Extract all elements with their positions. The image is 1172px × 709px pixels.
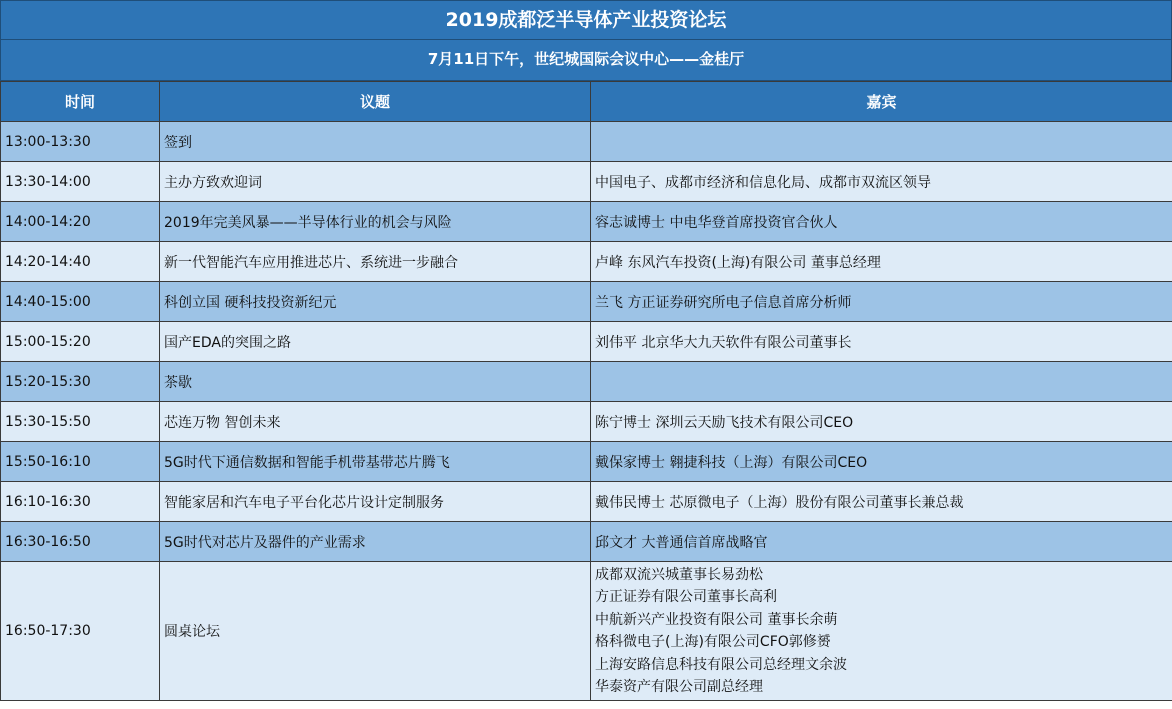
time-cell: 16:50-17:30 xyxy=(1,562,160,701)
topic-cell: 国产EDA的突围之路 xyxy=(160,322,591,362)
guest-cell: 中国电子、成都市经济和信息化局、成都市双流区领导 xyxy=(591,162,1172,202)
time-cell: 14:00-14:20 xyxy=(1,202,160,242)
time-cell: 13:30-14:00 xyxy=(1,162,160,202)
roundtable-guest: 格科微电子(上海)有限公司CFO郭修赟 xyxy=(595,634,831,650)
topic-cell: 智能家居和汽车电子平台化芯片设计定制服务 xyxy=(160,482,591,522)
table-row xyxy=(1,122,1172,162)
guest-cell: 戴保家博士 翱捷科技（上海）有限公司CEO xyxy=(591,442,1172,482)
topic-cell: 科创立国 硬科技投资新纪元 xyxy=(160,282,591,322)
table-row xyxy=(1,322,1172,362)
table-row xyxy=(1,242,1172,282)
table-row xyxy=(1,362,1172,402)
table-row xyxy=(1,522,1172,562)
topic-cell: 5G时代对芯片及器件的产业需求 xyxy=(160,522,591,562)
guest-cell: 容志诚博士 中电华登首席投资官合伙人 xyxy=(591,202,1172,242)
time-cell: 14:20-14:40 xyxy=(1,242,160,282)
time-cell: 15:30-15:50 xyxy=(1,402,160,442)
roundtable-guest: 上海安路信息科技有限公司总经理文余波 xyxy=(595,656,847,673)
roundtable-guest: 方正证券有限公司董事长高利 xyxy=(595,589,777,605)
forum-title: 2019成都泛半导体产业投资论坛 xyxy=(0,0,1172,40)
agenda-table xyxy=(0,81,1172,701)
roundtable-row xyxy=(1,562,1172,701)
guest-cell: 刘伟平 北京华大九天软件有限公司董事长 xyxy=(591,322,1172,362)
topic-cell: 圆桌论坛 xyxy=(160,562,591,701)
agenda-body xyxy=(1,122,1172,701)
table-row xyxy=(1,442,1172,482)
topic-cell: 新一代智能汽车应用推进芯片、系统进一步融合 xyxy=(160,242,591,282)
guest-cell: 兰飞 方正证券研究所电子信息首席分析师 xyxy=(591,282,1172,322)
roundtable-guests-cell xyxy=(591,562,1172,701)
table-row xyxy=(1,482,1172,522)
table-row xyxy=(1,402,1172,442)
topic-cell: 签到 xyxy=(160,122,591,162)
time-cell: 15:50-16:10 xyxy=(1,442,160,482)
topic-cell: 5G时代下通信数据和智能手机带基带芯片腾飞 xyxy=(160,442,591,482)
header-guest: 嘉宾 xyxy=(591,82,1172,122)
roundtable-guest: 华泰资产有限公司副总经理 xyxy=(595,679,763,695)
roundtable-guest: 中航新兴产业投资有限公司 董事长余萌 xyxy=(595,611,838,628)
time-cell: 16:30-16:50 xyxy=(1,522,160,562)
topic-cell: 芯连万物 智创未来 xyxy=(160,402,591,442)
topic-cell: 2019年完美风暴——半导体行业的机会与风险 xyxy=(160,202,591,242)
table-row xyxy=(1,202,1172,242)
guest-cell: 戴伟民博士 芯原微电子（上海）股份有限公司董事长兼总裁 xyxy=(591,482,1172,522)
time-cell: 15:00-15:20 xyxy=(1,322,160,362)
time-cell: 15:20-15:30 xyxy=(1,362,160,402)
time-cell: 13:00-13:30 xyxy=(1,122,160,162)
time-cell: 16:10-16:30 xyxy=(1,482,160,522)
guest-cell: 邱文才 大普通信首席战略官 xyxy=(591,522,1172,562)
header-time: 时间 xyxy=(1,82,160,122)
table-row xyxy=(1,162,1172,202)
table-header-row xyxy=(1,82,1172,122)
topic-cell: 茶歇 xyxy=(160,362,591,402)
table-row xyxy=(1,282,1172,322)
guest-cell xyxy=(591,122,1172,162)
topic-cell: 主办方致欢迎词 xyxy=(160,162,591,202)
header-topic: 议题 xyxy=(160,82,591,122)
roundtable-guest: 成都双流兴城董事长易劲松 xyxy=(595,566,763,583)
forum-venue: 7月11日下午，世纪城国际会议中心——金桂厅 xyxy=(0,40,1172,81)
guest-cell: 卢峰 东风汽车投资(上海)有限公司 董事总经理 xyxy=(591,242,1172,282)
guest-cell xyxy=(591,362,1172,402)
guest-cell: 陈宁博士 深圳云天励飞技术有限公司CEO xyxy=(591,402,1172,442)
time-cell: 14:40-15:00 xyxy=(1,282,160,322)
